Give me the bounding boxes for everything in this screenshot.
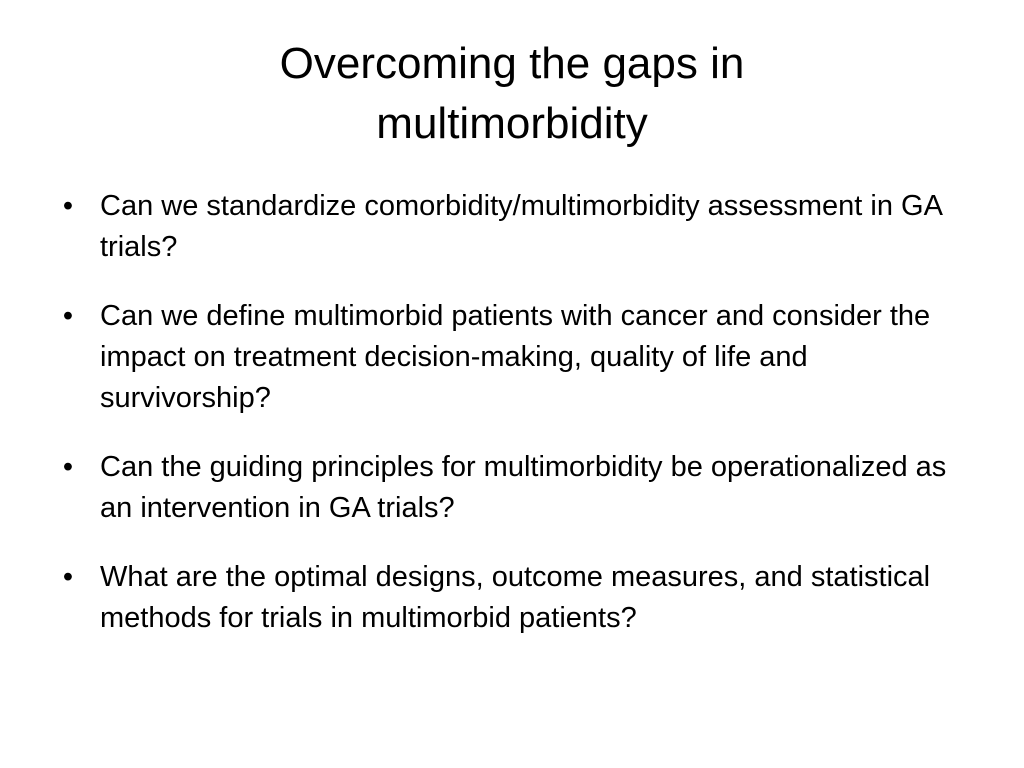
bullet-item-1 — [58, 186, 968, 268]
bullet-item-3 — [58, 447, 968, 529]
bullet-item-4 — [58, 557, 968, 639]
slide-title-line-2: multimorbidity — [376, 99, 648, 148]
bullet-icon: • — [62, 561, 74, 593]
bullet-list — [58, 186, 968, 667]
bullet-text: Can we standardize comorbidity/multimorbidity assessment in GA trials? — [100, 190, 942, 263]
bullet-icon: • — [62, 190, 74, 222]
bullet-icon: • — [62, 300, 74, 332]
bullet-icon: • — [62, 451, 74, 483]
slide-title — [80, 34, 944, 154]
bullet-text: Can the guiding principles for multimorbidity be operationalized as an intervention in GA trials? — [100, 451, 947, 524]
bullet-text: Can we define multimorbid patients with cancer and consider the impact on treatment decision-making, quality of life and survivorship? — [100, 300, 931, 414]
bullet-text: What are the optimal designs, outcome measures, and statistical methods for trials in multimorbid patients? — [100, 561, 931, 634]
bullet-item-2 — [58, 296, 968, 419]
slide-title-line-1: Overcoming the gaps in — [279, 39, 745, 88]
